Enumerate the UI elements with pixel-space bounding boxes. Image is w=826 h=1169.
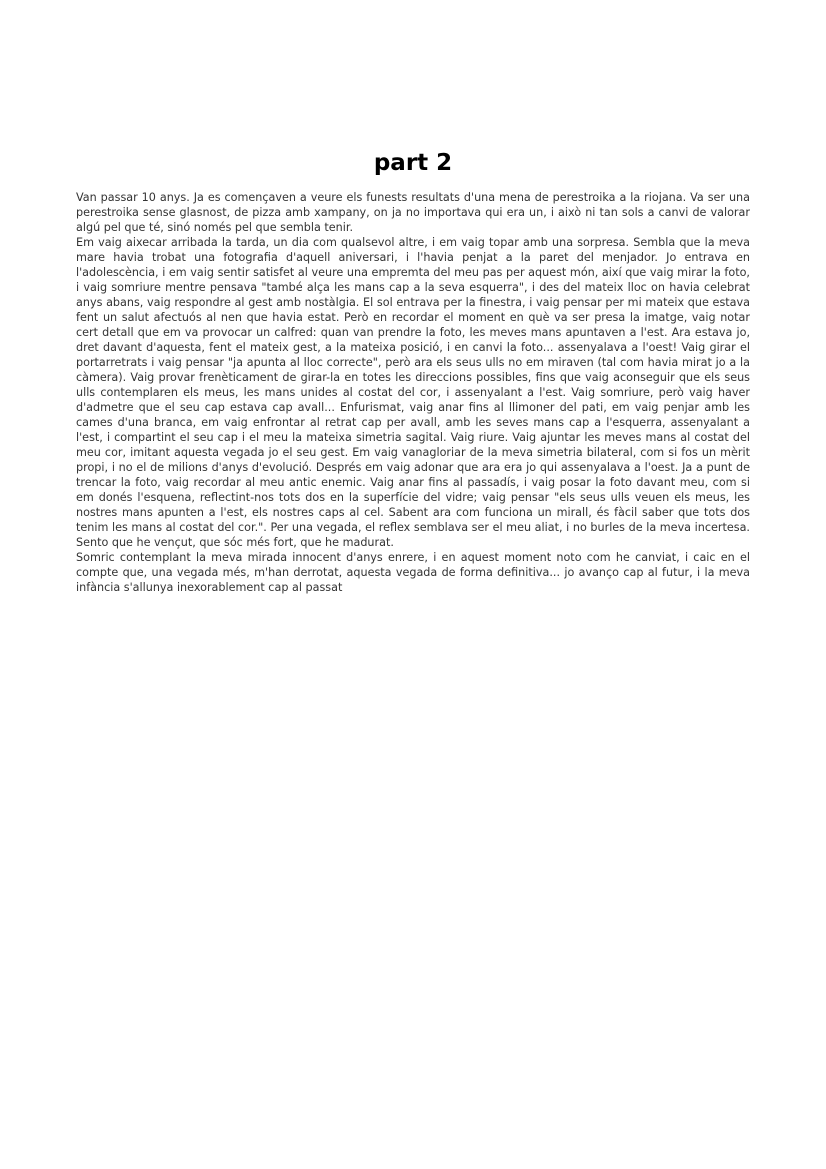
- body-text: [76, 190, 750, 595]
- paragraph-2: Em vaig aixecar arribada la tarda, un dia com qualsevol altre, i em vaig topar amb una sorpresa. Sembla que la meva mare havia trobat una fotografia d'aquell aniversari, i l'havia penjat a la paret del menjador. Jo entrava en l'adolescència, i em vaig sentir satisfet al veure una empremta del meu pas per aquest món, així que vaig mirar la foto, i vaig somriure mentre pensava "també alça les mans cap a la seva esquerra", i des del mateix lloc on havia celebrat anys abans, vaig respondre al gest amb nostàlgia. El sol entrava per la finestra, i vaig pensar per mi mateix que estava fent un salut afectuós al nen que havia estat. Però en recordar el moment en què va ser presa la imatge, vaig notar cert detall que em va provocar un calfred: quan van prendre la foto, les meves mans apuntaven a l'est. Ara estava jo, dret davant d'aquesta, fent el mateix gest, a la mateixa posició, i en canvi la foto... assenyalava a l'oest! Vaig girar el portarretrats i vaig pensar "ja apunta al lloc correcte", però ara els seus ulls no em miraven (tal com havia mirat jo a la càmera). Vaig provar frenèticament de girar-la en totes les direccions possibles, fins que vaig aconseguir que els seus ulls contemplaren els meus, les mans unides al costat del cor, i assenyalant a l'est. Vaig somriure, però vaig haver d'admetre que el seu cap estava cap avall... Enfurismat, vaig anar fins al llimoner del pati, em vaig penjar amb les cames d'una branca, em vaig enfrontar al retrat cap per avall, amb les seves mans cap a l'esquerra, assenyalant a l'est, i compartint el seu cap i el meu la mateixa simetria sagital. Vaig riure. Vaig ajuntar les meves mans al costat del meu cor, imitant aquesta vegada jo el seu gest. Em vaig vanagloriar de la meva simetria bilateral, com si fos un mèrit propi, i no el de milions d'anys d'evolució. Després em vaig adonar que ara era jo qui assenyalava a l'oest. Ja a punt de trencar la foto, vaig recordar al meu antic enemic. Vaig anar fins al passadís, i vaig posar la foto davant meu, com si em donés l'esquena, reflectint-nos tots dos en la superfície del vidre; vaig pensar "els seus ulls veuen els meus, les nostres mans apunten a l'est, els nostres caps al cel. Sabent ara com funciona un mirall, és fàcil saber que tots dos tenim les mans al costat del cor.". Per una vegada, el reflex semblava ser el meu aliat, i no burles de la meva incertesa. Sento que he vençut, que sóc més fort, que he madurat.: [76, 236, 750, 549]
- paragraph-3: Somric contemplant la meva mirada innocent d'anys enrere, i en aquest moment noto com he canviat, i caic en el compte que, una vegada més, m'han derrotat, aquesta vegada de forma definitiva... jo avanço cap al futur, i la meva infància s'allunya inexorablement cap al passat: [76, 551, 750, 594]
- paragraph-1: Van passar 10 anys. Ja es començaven a veure els funests resultats d'una mena de perestroika a la riojana. Va ser una perestroika sense glasnost, de pizza amb xampany, on ja no importava qui era un, i això ni tan sols a canvi de valorar algú pel que té, sinó només pel que sembla tenir.: [76, 191, 750, 234]
- page-title: part 2: [373, 150, 453, 176]
